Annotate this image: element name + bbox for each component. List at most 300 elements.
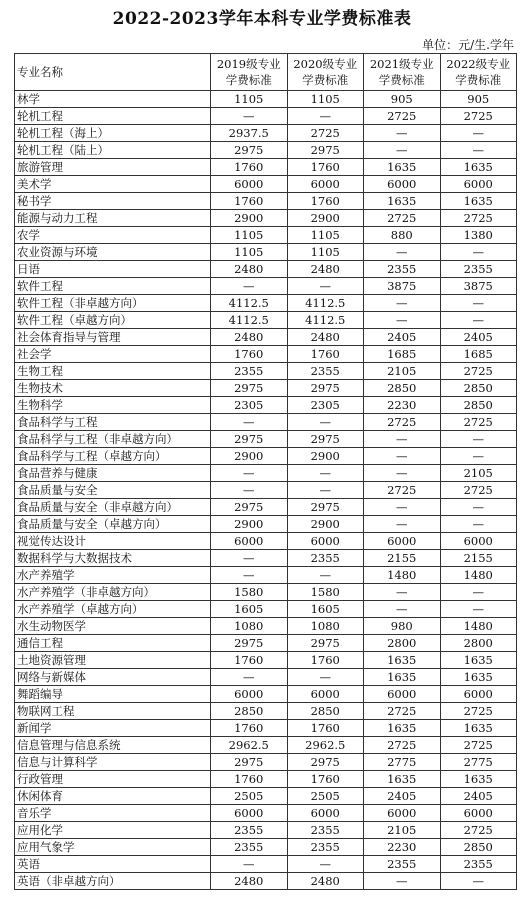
fee-2019-cell: 2900	[211, 210, 288, 227]
fee-2022-cell: 1635	[440, 652, 517, 669]
major-name-cell: 社会学	[15, 346, 211, 363]
fee-2019-cell: 1080	[211, 618, 288, 635]
fee-2022-cell: 905	[440, 91, 517, 108]
fee-2020-cell: 1605	[287, 601, 364, 618]
fee-2020-cell: 2305	[287, 397, 364, 414]
fee-2020-cell: 2355	[287, 822, 364, 839]
major-name-cell: 能源与动力工程	[15, 210, 211, 227]
major-name-cell: 秘书学	[15, 193, 211, 210]
fee-2020-cell: 1105	[287, 91, 364, 108]
table-row	[15, 533, 517, 550]
major-name-cell: 软件工程（非卓越方向）	[15, 295, 211, 312]
fee-2020-cell: —	[287, 465, 364, 482]
major-name-cell: 休闲体育	[15, 788, 211, 805]
major-name-cell: 食品质量与安全（非卓越方向）	[15, 499, 211, 516]
fee-2021-cell: 2405	[364, 329, 441, 346]
major-name-cell: 食品科学与工程（卓越方向）	[15, 448, 211, 465]
fee-2021-cell: —	[364, 499, 441, 516]
fee-2020-cell: 1760	[287, 159, 364, 176]
major-name-cell: 音乐学	[15, 805, 211, 822]
fee-2019-cell: 1580	[211, 584, 288, 601]
fee-2021-cell: 2850	[364, 380, 441, 397]
fee-2022-cell: 1635	[440, 771, 517, 788]
fee-2021-cell: —	[364, 312, 441, 329]
fee-2020-cell: 2975	[287, 499, 364, 516]
fee-2022-cell: —	[440, 295, 517, 312]
fee-2021-cell: —	[364, 295, 441, 312]
major-name-cell: 水产养殖学（非卓越方向）	[15, 584, 211, 601]
table-row	[15, 618, 517, 635]
fee-2021-cell: 2405	[364, 788, 441, 805]
fee-2020-cell: 1105	[287, 244, 364, 261]
fee-2020-cell: 2900	[287, 516, 364, 533]
major-name-cell: 社会体育指导与管理	[15, 329, 211, 346]
header-2020-line1: 2020级专业	[293, 57, 358, 71]
table-row	[15, 176, 517, 193]
fee-2019-cell: 2975	[211, 142, 288, 159]
fee-2021-cell: 2355	[364, 261, 441, 278]
fee-2019-cell: 4112.5	[211, 312, 288, 329]
fee-2019-cell: —	[211, 465, 288, 482]
table-row	[15, 397, 517, 414]
table-row	[15, 720, 517, 737]
fee-2020-cell: —	[287, 108, 364, 125]
fee-2022-cell: —	[440, 125, 517, 142]
fee-2020-cell: 2962.5	[287, 737, 364, 754]
fee-2021-cell: 6000	[364, 686, 441, 703]
fee-2019-cell: 1105	[211, 227, 288, 244]
fee-2021-cell: —	[364, 584, 441, 601]
table-row	[15, 567, 517, 584]
header-2021-line1: 2021级专业	[369, 57, 434, 71]
fee-2022-cell: 2850	[440, 380, 517, 397]
major-name-cell: 旅游管理	[15, 159, 211, 176]
fee-2022-cell: 2800	[440, 635, 517, 652]
fee-2021-cell: —	[364, 244, 441, 261]
major-name-cell: 美术学	[15, 176, 211, 193]
fee-2019-cell: 2505	[211, 788, 288, 805]
header-2021	[364, 54, 441, 91]
major-name-cell: 水产养殖学（卓越方向）	[15, 601, 211, 618]
fee-2020-cell: 2975	[287, 754, 364, 771]
fee-2022-cell: 1635	[440, 193, 517, 210]
fee-2020-cell: 1580	[287, 584, 364, 601]
fee-2021-cell: —	[364, 601, 441, 618]
fee-2022-cell: 2155	[440, 550, 517, 567]
header-row	[15, 54, 517, 91]
fee-2022-cell: 6000	[440, 533, 517, 550]
major-name-cell: 信息与计算科学	[15, 754, 211, 771]
fee-2022-cell: 2725	[440, 822, 517, 839]
fee-2021-cell: 2230	[364, 839, 441, 856]
fee-2020-cell: 2355	[287, 550, 364, 567]
fee-2022-cell: 1635	[440, 720, 517, 737]
table-row	[15, 856, 517, 873]
fee-2022-cell: 2725	[440, 363, 517, 380]
major-name-cell: 舞蹈编导	[15, 686, 211, 703]
fee-2022-cell: 1685	[440, 346, 517, 363]
table-row	[15, 261, 517, 278]
fee-2021-cell: —	[364, 431, 441, 448]
table-row	[15, 703, 517, 720]
fee-2020-cell: 2850	[287, 703, 364, 720]
major-name-cell: 轮机工程	[15, 108, 211, 125]
table-row	[15, 601, 517, 618]
table-row	[15, 312, 517, 329]
fee-2021-cell: —	[364, 125, 441, 142]
major-name-cell: 食品营养与健康	[15, 465, 211, 482]
major-name-cell: 农业资源与环境	[15, 244, 211, 261]
fee-table	[14, 53, 517, 890]
fee-2022-cell: —	[440, 142, 517, 159]
fee-2019-cell: 1760	[211, 771, 288, 788]
fee-2019-cell: 2900	[211, 516, 288, 533]
fee-2022-cell: 1480	[440, 567, 517, 584]
fee-2020-cell: 2355	[287, 839, 364, 856]
major-name-cell: 数据科学与大数据技术	[15, 550, 211, 567]
fee-2022-cell: 1635	[440, 669, 517, 686]
fee-2021-cell: 905	[364, 91, 441, 108]
fee-2019-cell: 2355	[211, 839, 288, 856]
header-2022-line2: 学费标准	[455, 73, 502, 87]
fee-2022-cell: 6000	[440, 805, 517, 822]
fee-2019-cell: 2975	[211, 754, 288, 771]
fee-2019-cell: 2937.5	[211, 125, 288, 142]
table-row	[15, 686, 517, 703]
fee-2021-cell: 2800	[364, 635, 441, 652]
fee-2021-cell: 6000	[364, 176, 441, 193]
fee-2021-cell: —	[364, 465, 441, 482]
table-header	[15, 54, 517, 91]
fee-2020-cell: 1760	[287, 193, 364, 210]
fee-2022-cell: 2725	[440, 482, 517, 499]
fee-2019-cell: 1605	[211, 601, 288, 618]
table-row	[15, 278, 517, 295]
fee-2022-cell: —	[440, 244, 517, 261]
fee-2019-cell: 1760	[211, 193, 288, 210]
fee-2020-cell: 2900	[287, 210, 364, 227]
fee-2019-cell: —	[211, 669, 288, 686]
fee-2019-cell: 2850	[211, 703, 288, 720]
major-name-cell: 日语	[15, 261, 211, 278]
fee-2019-cell: 6000	[211, 686, 288, 703]
fee-2022-cell: —	[440, 584, 517, 601]
fee-2021-cell: 1635	[364, 669, 441, 686]
fee-2019-cell: 2975	[211, 380, 288, 397]
unit-note: 单位：元/生.学年	[422, 38, 514, 52]
fee-2020-cell: 2505	[287, 788, 364, 805]
fee-2020-cell: 2975	[287, 142, 364, 159]
major-name-cell: 应用气象学	[15, 839, 211, 856]
fee-2021-cell: 2230	[364, 397, 441, 414]
fee-2019-cell: 1760	[211, 159, 288, 176]
major-name-cell: 物联网工程	[15, 703, 211, 720]
fee-2019-cell: 2355	[211, 822, 288, 839]
fee-2022-cell: 2725	[440, 108, 517, 125]
table-row	[15, 91, 517, 108]
header-2019-line1: 2019级专业	[216, 57, 281, 71]
fee-2020-cell: 6000	[287, 176, 364, 193]
table-row	[15, 873, 517, 890]
fee-2020-cell: 1760	[287, 771, 364, 788]
fee-2019-cell: 1760	[211, 652, 288, 669]
header-2020	[287, 54, 364, 91]
table-row	[15, 329, 517, 346]
fee-2021-cell: 1685	[364, 346, 441, 363]
fee-2021-cell: 1635	[364, 159, 441, 176]
major-name-cell: 行政管理	[15, 771, 211, 788]
fee-2021-cell: 980	[364, 618, 441, 635]
table-row	[15, 737, 517, 754]
fee-2019-cell: 1760	[211, 346, 288, 363]
fee-2021-cell: 2105	[364, 822, 441, 839]
fee-2021-cell: 2725	[364, 482, 441, 499]
fee-2021-cell: 1480	[364, 567, 441, 584]
fee-2020-cell: 1760	[287, 346, 364, 363]
fee-2022-cell: 2775	[440, 754, 517, 771]
fee-2019-cell: 4112.5	[211, 295, 288, 312]
fee-2021-cell: 2775	[364, 754, 441, 771]
fee-2022-cell: 2105	[440, 465, 517, 482]
fee-2021-cell: 6000	[364, 805, 441, 822]
major-name-cell: 软件工程	[15, 278, 211, 295]
fee-2020-cell: 4112.5	[287, 295, 364, 312]
fee-2019-cell: —	[211, 482, 288, 499]
fee-2020-cell: 2480	[287, 329, 364, 346]
fee-2020-cell: —	[287, 567, 364, 584]
fee-2020-cell: —	[287, 278, 364, 295]
fee-2020-cell: 2355	[287, 363, 364, 380]
major-name-cell: 生物科学	[15, 397, 211, 414]
fee-2021-cell: 880	[364, 227, 441, 244]
fee-2022-cell: 2355	[440, 856, 517, 873]
fee-2019-cell: —	[211, 278, 288, 295]
fee-2020-cell: 2975	[287, 635, 364, 652]
fee-2020-cell: 1080	[287, 618, 364, 635]
fee-2020-cell: 2975	[287, 380, 364, 397]
fee-2021-cell: 6000	[364, 533, 441, 550]
table-row	[15, 159, 517, 176]
header-2019-line2: 学费标准	[225, 73, 272, 87]
fee-2021-cell: 2725	[364, 737, 441, 754]
fee-2020-cell: —	[287, 856, 364, 873]
fee-2020-cell: 2725	[287, 125, 364, 142]
table-row	[15, 499, 517, 516]
major-name-cell: 网络与新媒体	[15, 669, 211, 686]
header-major-name: 专业名称	[15, 54, 211, 91]
fee-2019-cell: 2975	[211, 431, 288, 448]
fee-2021-cell: 1635	[364, 652, 441, 669]
table-row	[15, 839, 517, 856]
fee-2022-cell: 2725	[440, 703, 517, 720]
header-2022-line1: 2022级专业	[446, 57, 511, 71]
major-name-cell: 食品质量与安全	[15, 482, 211, 499]
header-2021-line2: 学费标准	[378, 73, 425, 87]
table-row	[15, 584, 517, 601]
major-name-cell: 英语（非卓越方向）	[15, 873, 211, 890]
table-row	[15, 652, 517, 669]
major-name-cell: 水生动物医学	[15, 618, 211, 635]
fee-2022-cell: 2405	[440, 788, 517, 805]
fee-2022-cell: 2725	[440, 414, 517, 431]
table-row	[15, 227, 517, 244]
fee-2019-cell: —	[211, 414, 288, 431]
major-name-cell: 信息管理与信息系统	[15, 737, 211, 754]
fee-2022-cell: 3875	[440, 278, 517, 295]
major-name-cell: 食品质量与安全（卓越方向）	[15, 516, 211, 533]
fee-2021-cell: 2725	[364, 414, 441, 431]
fee-2022-cell: 1480	[440, 618, 517, 635]
table-body	[15, 91, 517, 890]
fee-2019-cell: 2900	[211, 448, 288, 465]
fee-2019-cell: —	[211, 856, 288, 873]
table-row	[15, 516, 517, 533]
fee-2020-cell: 1760	[287, 720, 364, 737]
major-name-cell: 轮机工程（陆上）	[15, 142, 211, 159]
fee-2020-cell: 2480	[287, 261, 364, 278]
fee-2022-cell: —	[440, 431, 517, 448]
fee-2020-cell: 2975	[287, 431, 364, 448]
major-name-cell: 土地资源管理	[15, 652, 211, 669]
major-name-cell: 新闻学	[15, 720, 211, 737]
fee-2021-cell: 2725	[364, 210, 441, 227]
fee-2022-cell: 1380	[440, 227, 517, 244]
fee-2019-cell: 1760	[211, 720, 288, 737]
table-row	[15, 635, 517, 652]
fee-2022-cell: —	[440, 448, 517, 465]
fee-2021-cell: 2105	[364, 363, 441, 380]
fee-2020-cell: —	[287, 414, 364, 431]
major-name-cell: 应用化学	[15, 822, 211, 839]
fee-2022-cell: —	[440, 873, 517, 890]
fee-2019-cell: 6000	[211, 533, 288, 550]
major-name-cell: 林学	[15, 91, 211, 108]
fee-2022-cell: 2850	[440, 839, 517, 856]
major-name-cell: 生物工程	[15, 363, 211, 380]
fee-2021-cell: 2355	[364, 856, 441, 873]
fee-2022-cell: 2850	[440, 397, 517, 414]
fee-2022-cell: 2725	[440, 737, 517, 754]
header-2020-line2: 学费标准	[302, 73, 349, 87]
major-name-cell: 英语	[15, 856, 211, 873]
fee-2020-cell: 6000	[287, 805, 364, 822]
fee-2021-cell: 2725	[364, 108, 441, 125]
fee-2019-cell: 6000	[211, 805, 288, 822]
page-title: 2022-2023学年本科专业学费标准表	[112, 9, 412, 29]
table-row	[15, 210, 517, 227]
fee-2022-cell: 6000	[440, 176, 517, 193]
table-row	[15, 108, 517, 125]
table-row	[15, 669, 517, 686]
major-name-cell: 视觉传达设计	[15, 533, 211, 550]
fee-2019-cell: 2480	[211, 329, 288, 346]
fee-2020-cell: 1105	[287, 227, 364, 244]
fee-2020-cell: 2480	[287, 873, 364, 890]
fee-2022-cell: 2725	[440, 210, 517, 227]
fee-2020-cell: —	[287, 482, 364, 499]
table-row	[15, 380, 517, 397]
major-name-cell: 食品科学与工程（非卓越方向）	[15, 431, 211, 448]
table-row	[15, 805, 517, 822]
fee-2019-cell: 2975	[211, 635, 288, 652]
fee-2021-cell: —	[364, 448, 441, 465]
fee-2020-cell: 6000	[287, 533, 364, 550]
fee-2022-cell: 1635	[440, 159, 517, 176]
table-row	[15, 754, 517, 771]
table-row	[15, 125, 517, 142]
table-row	[15, 788, 517, 805]
fee-2021-cell: 2155	[364, 550, 441, 567]
table-row	[15, 142, 517, 159]
major-name-cell: 软件工程（卓越方向）	[15, 312, 211, 329]
fee-2022-cell: —	[440, 499, 517, 516]
fee-2021-cell: —	[364, 516, 441, 533]
major-name-cell: 生物技术	[15, 380, 211, 397]
fee-2019-cell: 1105	[211, 91, 288, 108]
table-row	[15, 550, 517, 567]
major-name-cell: 水产养殖学	[15, 567, 211, 584]
fee-2020-cell: 4112.5	[287, 312, 364, 329]
fee-2020-cell: —	[287, 669, 364, 686]
fee-2022-cell: 2405	[440, 329, 517, 346]
fee-2019-cell: 1105	[211, 244, 288, 261]
fee-2021-cell: —	[364, 873, 441, 890]
major-name-cell: 食品科学与工程	[15, 414, 211, 431]
table-row	[15, 822, 517, 839]
fee-2021-cell: 2725	[364, 703, 441, 720]
fee-2019-cell: 2962.5	[211, 737, 288, 754]
fee-2020-cell: 1760	[287, 652, 364, 669]
fee-2022-cell: 6000	[440, 686, 517, 703]
fee-2021-cell: —	[364, 142, 441, 159]
fee-2021-cell: 1635	[364, 771, 441, 788]
header-2019	[211, 54, 288, 91]
fee-2019-cell: 2480	[211, 261, 288, 278]
table-row	[15, 448, 517, 465]
fee-2022-cell: —	[440, 601, 517, 618]
fee-2020-cell: 2900	[287, 448, 364, 465]
fee-2019-cell: 2305	[211, 397, 288, 414]
table-row	[15, 363, 517, 380]
fee-2022-cell: 2355	[440, 261, 517, 278]
fee-2019-cell: 2480	[211, 873, 288, 890]
table-row	[15, 414, 517, 431]
fee-2019-cell: —	[211, 108, 288, 125]
fee-2022-cell: —	[440, 516, 517, 533]
fee-2019-cell: 2975	[211, 499, 288, 516]
major-name-cell: 轮机工程（海上）	[15, 125, 211, 142]
fee-2021-cell: 1635	[364, 720, 441, 737]
table-row	[15, 295, 517, 312]
table-row	[15, 465, 517, 482]
fee-2019-cell: 2355	[211, 363, 288, 380]
major-name-cell: 通信工程	[15, 635, 211, 652]
table-row	[15, 771, 517, 788]
fee-2019-cell: —	[211, 567, 288, 584]
header-2022	[440, 54, 517, 91]
fee-2020-cell: 6000	[287, 686, 364, 703]
fee-2019-cell: 6000	[211, 176, 288, 193]
fee-2022-cell: —	[440, 312, 517, 329]
table-row	[15, 482, 517, 499]
major-name-cell: 农学	[15, 227, 211, 244]
table-row	[15, 193, 517, 210]
fee-2019-cell: —	[211, 550, 288, 567]
fee-2021-cell: 3875	[364, 278, 441, 295]
table-row	[15, 431, 517, 448]
table-row	[15, 244, 517, 261]
fee-2021-cell: 1635	[364, 193, 441, 210]
